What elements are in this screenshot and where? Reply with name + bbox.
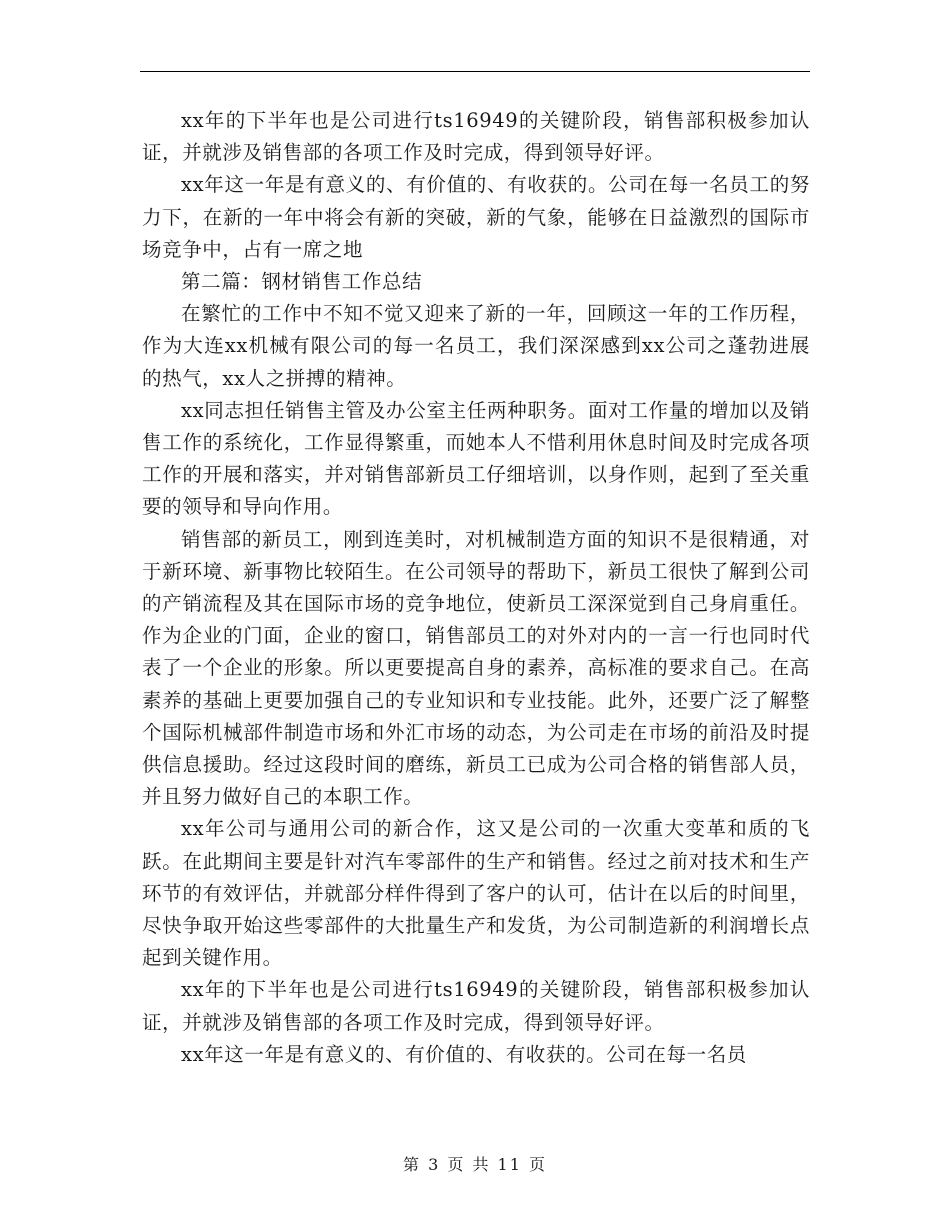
section-heading: 第二篇：钢材销售工作总结 bbox=[181, 270, 423, 294]
header-rule bbox=[140, 71, 810, 72]
page-number-footer: 第 3 页 共 11 页 bbox=[403, 1155, 547, 1174]
paragraph: xx年的下半年也是公司进行ts16949的关键阶段，销售部积极参加认证，并就涉及销售部的各项工作及时完成，得到领导好评。 bbox=[142, 109, 810, 165]
paragraph: 销售部的新员工，刚到连美时，对机械制造方面的知识不是很精通，对于新环境、新事物比较陌生。在公司领导的帮助下，新员工很快了解到公司的产销流程及其在国际市场的竞争地位，使新员工深深觉到自己身肩重任。作为企业的门面，企业的窗口，销售部员工的对外对内的一言一行也同时代表了一个企业的形象。所以更要提高自身的素养，高标准的要求自己。在高素养的基础上更要加强自己的专业知识和专业技能。此外，还要广泛了解整个国际机械部件制造市场和外汇市场的动态，为公司走在市场的前沿及时提供信息援助。经过这段时间的磨练，新员工已成为公司合格的销售部人员，并且努力做好自己的本职工作。 bbox=[142, 527, 810, 809]
paragraph: 在繁忙的工作中不知不觉又迎来了新的一年，回顾这一年的工作历程，作为大连xx机械有限公司的每一名员工，我们深深感到xx公司之蓬勃进展的热气，xx人之拼搏的精神。 bbox=[142, 302, 810, 390]
document-body bbox=[142, 105, 810, 1071]
paragraph: xx年这一年是有意义的、有价值的、有收获的。公司在每一名员工的努力下，在新的一年中将会有新的突破，新的气象，能够在日益激烈的国际市场竞争中，占有一席之地 bbox=[142, 173, 810, 261]
paragraph: xx年公司与通用公司的新合作，这又是公司的一次重大变革和质的飞跃。在此期间主要是针对汽车零部件的生产和销售。经过之前对技术和生产环节的有效评估，并就部分样件得到了客户的认可，估计在以后的时间里，尽快争取开始这些零部件的大批量生产和发货，为公司制造新的利润增长点起到关键作用。 bbox=[142, 817, 810, 970]
paragraph: xx同志担任销售主管及办公室主任两种职务。面对工作量的增加以及销售工作的系统化，工作显得繁重，而她本人不惜利用休息时间及时完成各项工作的开展和落实，并对销售部新员工仔细培训，以身作则，起到了至关重要的领导和导向作用。 bbox=[142, 398, 810, 519]
paragraph: xx年的下半年也是公司进行ts16949的关键阶段，销售部积极参加认证，并就涉及销售部的各项工作及时完成，得到领导好评。 bbox=[142, 978, 810, 1034]
paragraph: xx年这一年是有意义的、有价值的、有收获的。公司在每一名员 bbox=[181, 1042, 747, 1066]
